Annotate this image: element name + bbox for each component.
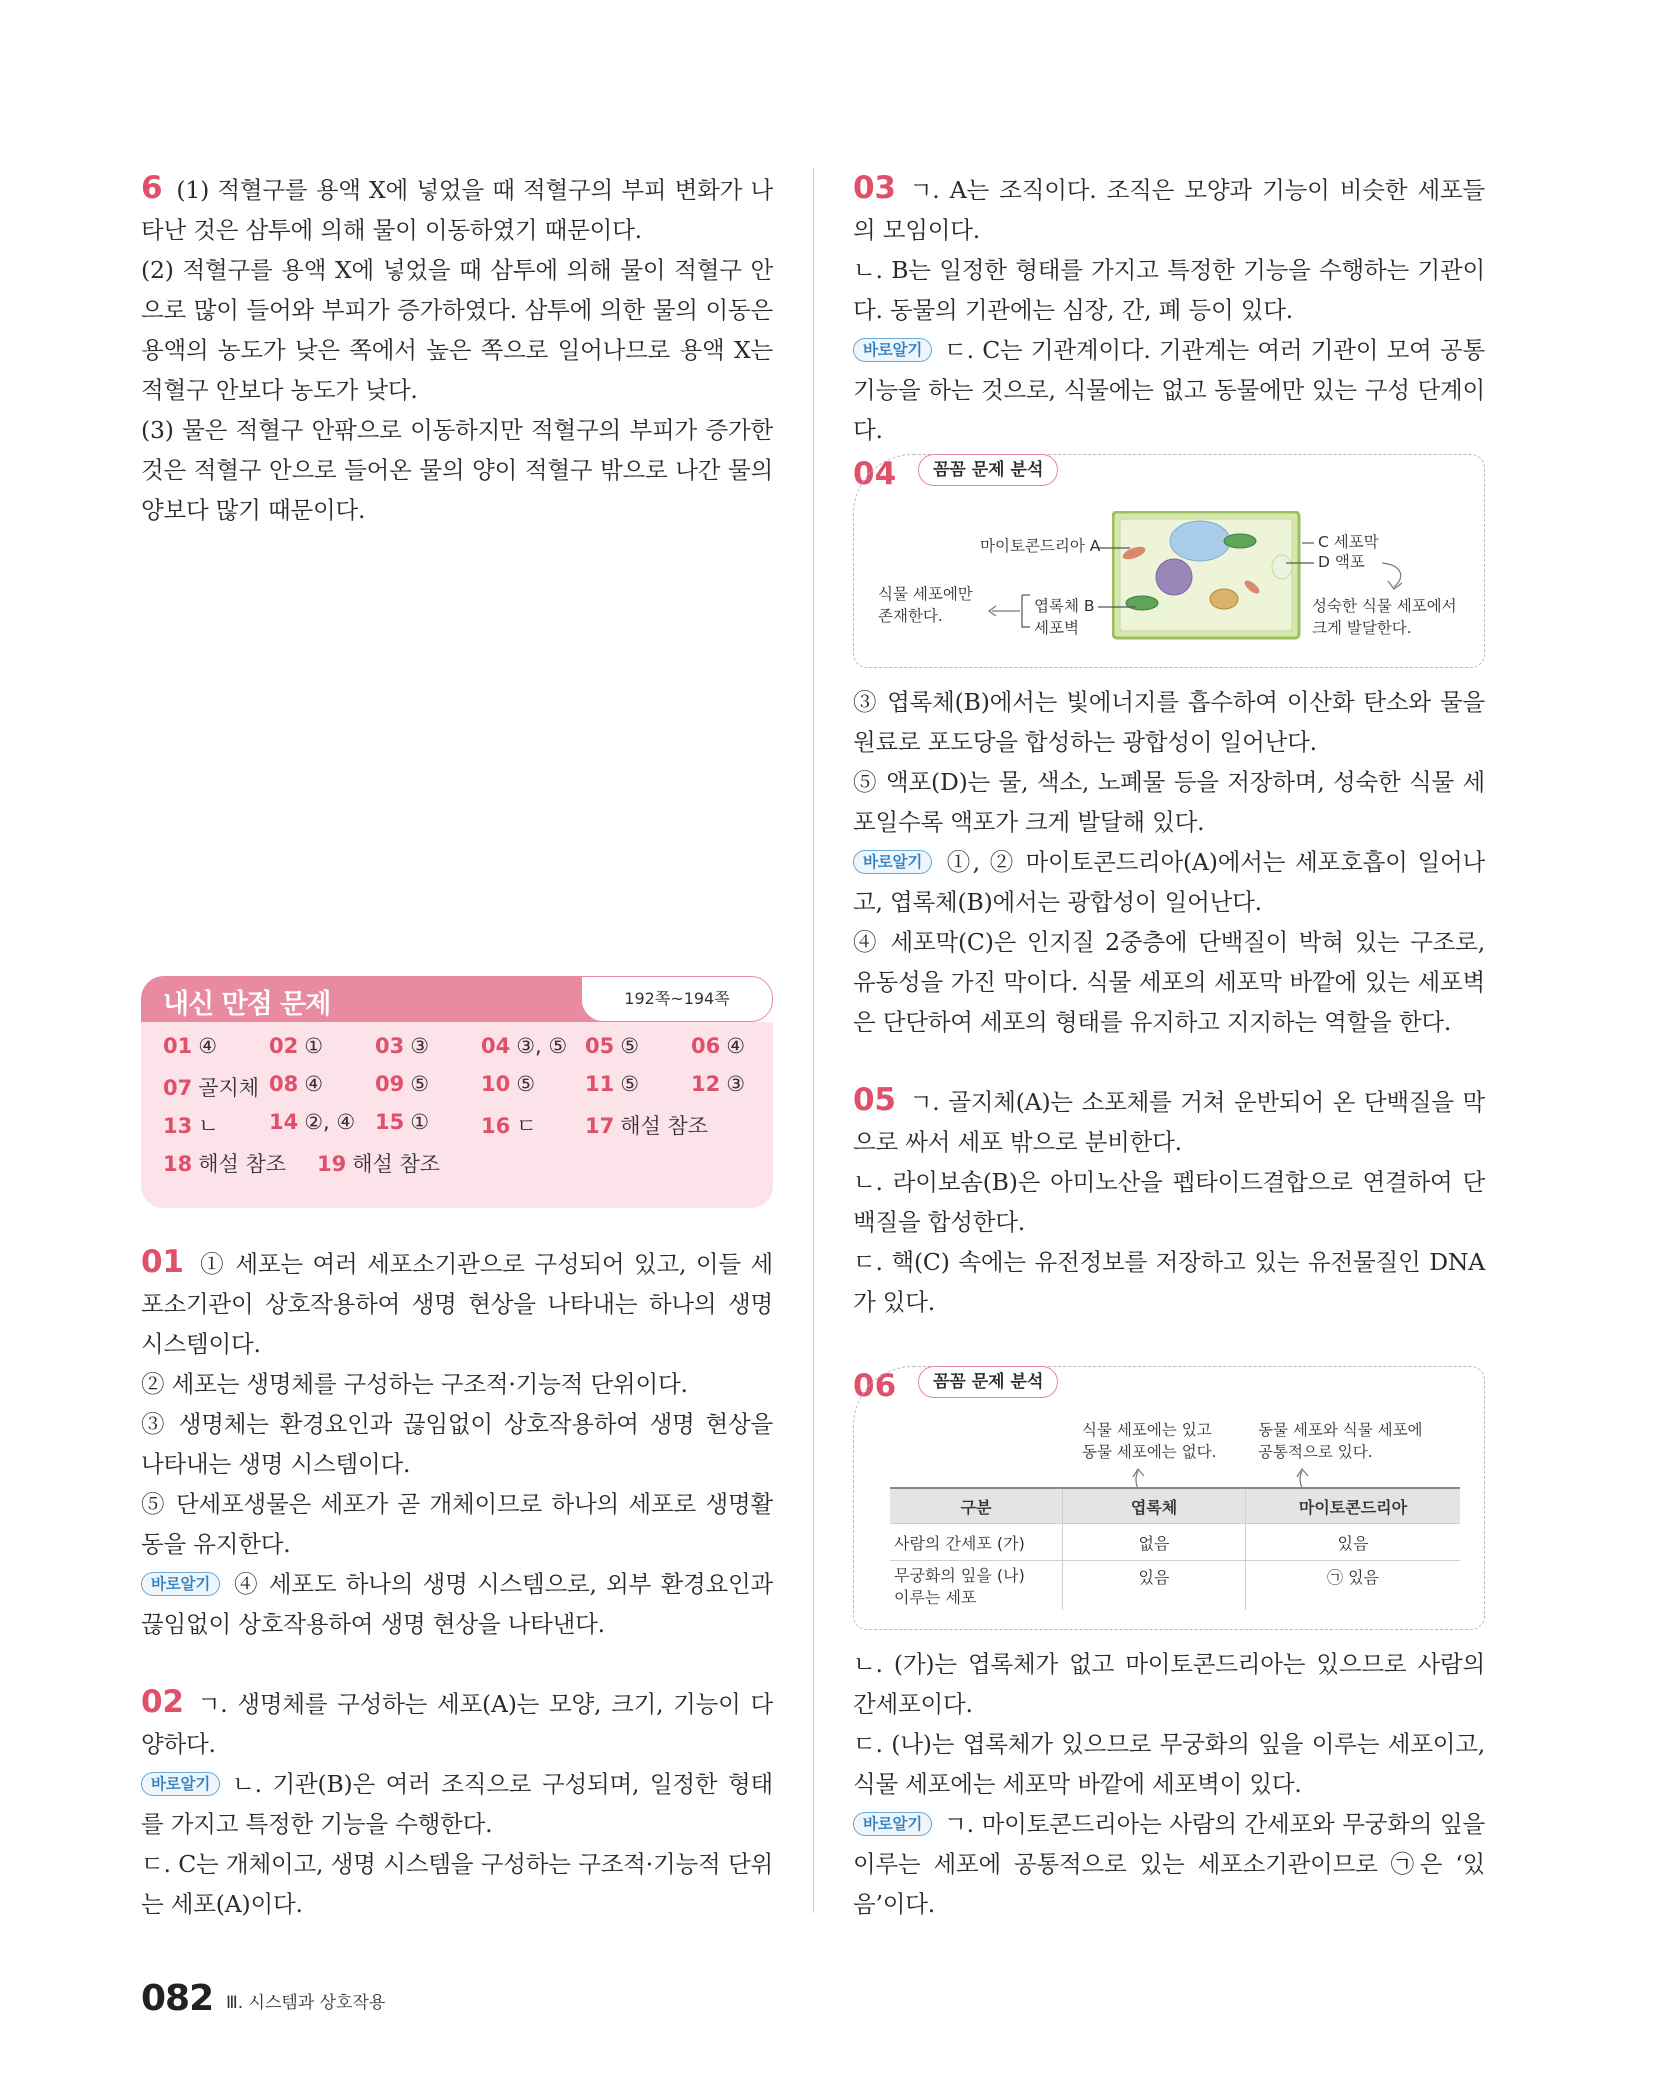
answer-item [163,1034,217,1058]
q01-number: 01 [141,1244,184,1280]
q04-number: 04 [853,456,897,492]
answer-item [269,1072,323,1096]
answer-item [269,1110,355,1134]
answer-number: 09 [375,1072,405,1096]
answer-value: ⑤ [410,1072,430,1096]
answer-value: ㄷ [516,1114,537,1138]
answer-value: ① [304,1034,324,1058]
q02-correction-tag: 바로알기 [141,1772,220,1796]
q01-wrong [141,1564,773,1644]
answer-value: ⑤ [620,1034,640,1058]
answer-value: ⑤ [516,1072,536,1096]
q6-number: 6 [141,170,163,206]
answer-value: 해설 참조 [352,1152,441,1176]
q01-line-1 [141,1242,773,1364]
answer-value: ④ [304,1072,324,1096]
answer-number: 13 [163,1114,193,1138]
answer-item [375,1072,429,1096]
answer-value: ②, ④ [304,1110,356,1134]
answer-item [691,1034,745,1058]
arrow-vacuole-curve [1382,563,1401,587]
q02-number: 02 [141,1684,184,1720]
label-mature: 성숙한 식물 세포에서 크게 발달한다. [1312,597,1457,637]
q01-text-1: ① 세포는 여러 세포소기관으로 구성되어 있고, 이들 세포소기관이 상호작용하여 생명 현상을 나타내는 하나의 생명 시스템이다. [141,1250,773,1358]
answer-item [585,1110,708,1140]
section-title: Ⅲ. 시스템과 상호작용 [226,1993,386,2013]
arrow-note1-head [1133,1469,1144,1477]
answer-number: 06 [691,1034,721,1058]
q04-analysis-box [853,454,1485,668]
answer-number: 17 [585,1114,615,1138]
answer-item [163,1148,286,1178]
answer-item [691,1072,745,1096]
q02-wrong [141,1764,773,1844]
arrow-vacuole-head [1388,581,1402,589]
label-membrane: C 세포막 [1318,533,1379,551]
table-cell: 없음 [1063,1524,1246,1561]
right-column-top [853,168,1485,450]
answer-item [585,1034,639,1058]
q03-text-1: ㄱ. A는 조직이다. 조직은 모양과 기능이 비슷한 세포들의 모임이다. [853,176,1485,244]
q01-line-4: ⑤ 단세포생물은 세포가 곧 개체이므로 하나의 세포로 생명활동을 유지한다. [141,1490,773,1558]
answer-box [141,976,773,1208]
q04-line-1: ③ 엽록체(B)에서는 빛에너지를 흡수하여 이산화 탄소와 물을 원료로 포도당을 합성하는 광합성이 일어난다. [853,688,1485,756]
answer-box-pages: 192쪽~194쪽 [581,976,773,1022]
q06-comparison-table [890,1487,1460,1610]
bracket-plant-only [1022,595,1030,627]
q04-line-4: ④ 세포막(C)은 인지질 2중층에 단백질이 박혀 있는 구조로, 유동성을 가진 막이다. 식물 세포의 세포막 바깥에 있는 세포벽은 단단하여 세포의 형태를 유지하고 지지하는 역할을 한다. [853,928,1485,1036]
right-column-mid [853,682,1485,1322]
answer-number: 01 [163,1034,193,1058]
answer-number: 14 [269,1110,299,1134]
table-cell: 있음 [1246,1524,1461,1561]
q04-wrong [853,842,1485,922]
arrow-note2-head [1297,1469,1308,1477]
spacer [141,1644,773,1682]
q6-line-2: (2) 적혈구를 용액 X에 넣었을 때 삼투에 의해 물이 적혈구 안으로 많이 들어와 부피가 증가하였다. 삼투에 의한 물의 이동은 용액의 농도가 낮은 쪽에서 높은 쪽으로 일어나므로 용액 X는 적혈구 안보다 농도가 낮다. [141,256,773,404]
table-row [890,1524,1460,1561]
q01-line-3: ③ 생명체는 환경요인과 끊임없이 상호작용하여 생명 현상을 나타내는 생명 시스템이다. [141,1410,773,1478]
q06-line-2: ㄷ. (나)는 엽록체가 있으므로 무궁화의 잎을 이루는 세포이고, 식물 세포에는 세포막 바깥에 세포벽이 있다. [853,1730,1485,1798]
answer-number: 10 [481,1072,511,1096]
column-divider [813,168,814,1913]
q05-number: 05 [853,1082,896,1118]
answer-value: ④ [198,1034,218,1058]
q06-correction-tag: 바로알기 [853,1812,932,1836]
q6-text-1: (1) 적혈구를 용액 X에 넣었을 때 적혈구의 부피 변화가 나타난 것은 삼투에 의해 물이 이동하였기 때문이다. [141,176,773,244]
answer-number: 05 [585,1034,615,1058]
q06-wrong [853,1804,1485,1924]
table-header-cell: 엽록체 [1063,1488,1246,1524]
table-cell: ㉠ 있음 [1246,1561,1461,1611]
q04-wrong-text: ①, ② 마이토콘드리아(A)에서는 세포호흡이 일어나고, 엽록체(B)에서는 광합성이 일어난다. [853,848,1485,916]
left-column-bottom [141,1242,773,1924]
q03-wrong [853,330,1485,450]
q06-note-chloroplast: 식물 세포에는 있고 동물 세포에는 없다. [1082,1421,1217,1461]
right-column-bottom [853,1644,1485,1924]
answer-number: 02 [269,1034,299,1058]
answer-box-title: 내신 만점 문제 [163,989,331,1020]
q01-correction-tag: 바로알기 [141,1572,220,1596]
answer-box-header [141,976,773,1022]
answer-value: ⑤ [620,1072,640,1096]
answer-number: 11 [585,1072,615,1096]
table-cell: 있음 [1063,1561,1246,1611]
answer-value: ③, ⑤ [516,1034,568,1058]
table-header-cell: 구분 [890,1488,1063,1524]
answer-number: 18 [163,1152,193,1176]
answer-number: 12 [691,1072,721,1096]
answer-item [163,1072,259,1102]
answer-number: 04 [481,1034,511,1058]
q03-line-2: ㄴ. B는 일정한 형태를 가지고 특정한 기능을 수행하는 기관이다. 동물의 기관에는 심장, 간, 폐 등이 있다. [853,256,1485,324]
left-column-top [141,168,773,530]
q06-analysis-box [853,1366,1485,1630]
q06-wrong-text: ㄱ. 마이토콘드리아는 사람의 간세포와 무궁화의 잎을 이루는 세포에 공통적으로 있는 세포소기관이므로 ㉠은 ‘있음’이다. [853,1810,1485,1918]
q06-line-1: ㄴ. (가)는 엽록체가 없고 마이토콘드리아는 있으므로 사람의 간세포이다. [853,1650,1485,1718]
q02-line-3: ㄷ. C는 개체이고, 생명 시스템을 구성하는 구조적·기능적 단위는 세포(A)이다. [141,1850,773,1918]
answer-item [481,1034,567,1058]
answer-item [163,1110,219,1140]
q02-wrong-text: ㄴ. 기관(B)은 여러 조직으로 구성되며, 일정한 형태를 가지고 특정한 기능을 수행한다. [141,1770,773,1838]
q05-line-2: ㄴ. 라이보솜(B)은 아미노산을 펩타이드결합으로 연결하여 단백질을 합성한다. [853,1168,1485,1236]
q04-correction-tag: 바로알기 [853,850,932,874]
label-chloroplast: 엽록체 B [1034,597,1095,615]
answer-value: ㄴ [198,1114,219,1138]
label-plant-only: 식물 세포에만 존재한다. [878,585,973,625]
q03-line-1 [853,168,1485,250]
label-vacuole: D 액포 [1318,553,1365,571]
answer-number: 16 [481,1114,511,1138]
answer-item [269,1034,323,1058]
q03-number: 03 [853,170,896,206]
answer-item [481,1072,535,1096]
label-cell-wall: 세포벽 [1034,619,1079,637]
answer-value: 해설 참조 [620,1114,709,1138]
table-header-row [890,1488,1460,1524]
q06-note-mitochondria: 동물 세포와 식물 세포에 공통적으로 있다. [1258,1421,1423,1461]
answer-value: 골지체 [198,1076,260,1100]
q03-correction-tag: 바로알기 [853,338,932,362]
answer-value: ① [410,1110,430,1134]
q05-line-1 [853,1080,1485,1162]
table-cell: 무궁화의 잎을 (나) 이루는 세포 [890,1561,1063,1611]
q01-line-2: ② 세포는 생명체를 구성하는 구조적·기능적 단위이다. [141,1370,688,1398]
answer-box-body [141,1022,773,1208]
spacer [853,1042,1485,1080]
answer-value: ④ [726,1034,746,1058]
answer-item [585,1072,639,1096]
q03-wrong-text: ㄷ. C는 기관계이다. 기관계는 여러 기관이 모여 공통 기능을 하는 것으로, 식물에는 없고 동물에만 있는 구성 단계이다. [853,336,1485,444]
answer-value: ③ [726,1072,746,1096]
q6-line-1 [141,168,773,250]
answer-item [317,1148,440,1178]
table-cell: 사람의 간세포 (가) [890,1524,1063,1561]
answer-number: 19 [317,1152,347,1176]
q05-text-1: ㄱ. 골지체(A)는 소포체를 거쳐 운반되어 온 단백질을 막으로 싸서 세포 밖으로 분비한다. [853,1088,1485,1156]
q06-analysis-label: 꼼꼼 문제 분석 [918,1366,1058,1398]
label-mitochondria: 마이토콘드리아 A [980,537,1101,555]
q04-analysis-label: 꼼꼼 문제 분석 [918,454,1058,486]
answer-value: ③ [410,1034,430,1058]
q01-wrong-text: ④ 세포도 하나의 생명 시스템으로, 외부 환경요인과 끊임없이 상호작용하여 생명 현상을 나타낸다. [141,1570,773,1638]
answer-item [481,1110,537,1140]
answer-number: 15 [375,1110,405,1134]
q6-line-3: (3) 물은 적혈구 안팎으로 이동하지만 적혈구의 부피가 증가한 것은 적혈구 안으로 들어온 물의 양이 적혈구 밖으로 나간 물의 양보다 많기 때문이다. [141,416,773,524]
q06-number: 06 [853,1368,897,1404]
q05-line-3: ㄷ. 핵(C) 속에는 유전정보를 저장하고 있는 유전물질인 DNA가 있다. [853,1248,1485,1316]
answer-number: 08 [269,1072,299,1096]
answer-item [375,1034,429,1058]
q04-line-2: ⑤ 액포(D)는 물, 색소, 노폐물 등을 저장하며, 성숙한 식물 세포일수록 액포가 크게 발달해 있다. [853,768,1485,836]
page-number: 082 [141,1978,214,2019]
table-header-cell: 마이토콘드리아 [1246,1488,1461,1524]
answer-value: 해설 참조 [198,1152,287,1176]
answer-number: 03 [375,1034,405,1058]
answer-number: 07 [163,1076,193,1100]
q02-text-1: ㄱ. 생명체를 구성하는 세포(A)는 모양, 크기, 기능이 다양하다. [141,1690,773,1758]
q02-line-1 [141,1682,773,1764]
answer-item [375,1110,429,1134]
table-row [890,1561,1460,1611]
